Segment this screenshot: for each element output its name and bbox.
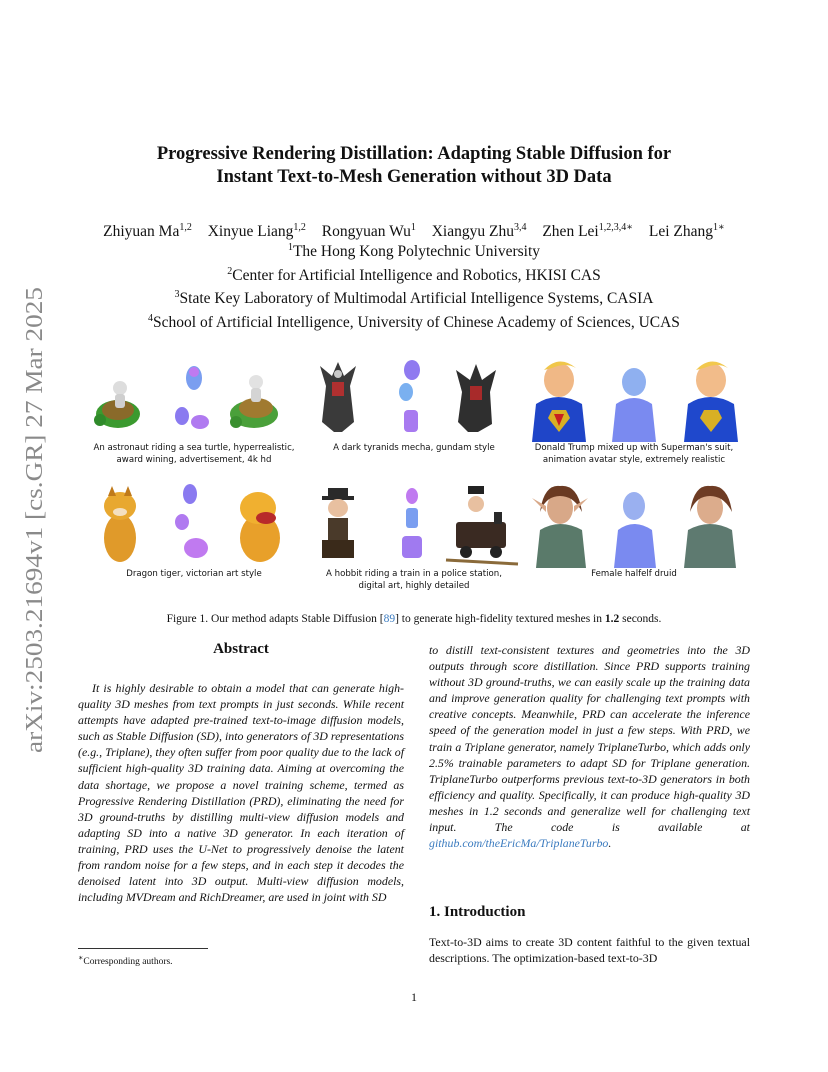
panel-caption: An astronaut riding a sea turtle, hyperrealistic, award wining, advertisement, 4k hd	[93, 443, 295, 465]
superman-avatar-renders	[526, 352, 742, 442]
author: Rongyuan Wu$^1$	[321, 222, 416, 241]
figure-panel-tyranids-mecha	[306, 352, 522, 476]
affiliation: $^1$The Hong Kong Polytechnic University	[287, 242, 541, 261]
affiliation: $^2$Center for Artificial Intelligence and Robotics, HKISI CAS	[227, 265, 601, 284]
figure-caption: Figure 1. Our method adapts Stable Diffusion [89] to generate high-fidelity textured meshes in 1.2 seconds.	[166, 613, 662, 625]
astronaut-turtle-renders	[86, 352, 302, 442]
panel-caption: Dragon tiger, victorian art style	[126, 569, 262, 579]
tyranids-mecha-renders	[306, 352, 522, 442]
footnote: ∗Corresponding authors.	[78, 953, 173, 968]
abstract-heading: Abstract	[213, 641, 269, 657]
introduction-heading: 1. Introduction	[429, 904, 526, 920]
halfelf-druid-renders	[526, 478, 742, 568]
figure-panel-halfelf-druid	[526, 478, 742, 602]
title-line-2: Instant Text-to-Mesh Generation without 3D Data	[216, 167, 612, 187]
citation-link[interactable]: 89	[383, 613, 396, 625]
author: Xiangyu Zhu$^{3,4}$	[431, 222, 527, 241]
affiliation-list	[0, 238, 828, 333]
abstract-continued: to distill text-consistent textures and geometries into the 3D outputs through score distillation. Since PRD supports training without 3D ground-truths, we can easily scale up the training data and improve generation quality for challenging text prompts with creative concepts. Meanwhile, PRD can accelerate the inference speed of the generation model in just a few steps. With PRD, we train a Triplane generator, namely TriplaneTurbo, which adds only 2.5% trainable parameters to adapt SD for Triplane generation. TriplaneTurbo outperforms previous text-to-3D generators in both efficiency and quality. Specifically, it can produce high-quality 3D meshes in 1.2 seconds and generalize well for challenging text input. The code is available at github.com/theEricMa/TriplaneTurbo.	[429, 643, 750, 851]
paper-title	[0, 143, 828, 189]
affiliation: $^3$State Key Laboratory of Multimodal Artificial Intelligence Systems, CASIA	[174, 289, 654, 308]
affiliation: $^4$School of Artificial Intelligence, University of Chinese Academy of Sciences, UCAS	[148, 312, 680, 332]
panel-caption: A hobbit riding a train in a police station, digital art, highly detailed	[326, 569, 502, 591]
author: Xinyue Liang$^{1,2}$	[207, 222, 306, 241]
panel-caption: A dark tyranids mecha, gundam style	[333, 443, 495, 453]
panel-caption: Female halfelf druid	[591, 569, 677, 579]
figure-panel-dragon-tiger	[86, 478, 302, 602]
author: Zhen Lei$^{1,2,3,4∗}$	[542, 222, 634, 241]
abstract-text: It is highly desirable to obtain a model that can generate high-quality 3D meshes from text prompts in just seconds. While recent attempts have adapted pre-trained text-to-image diffusion models, such as Stable Diffusion (SD), into generators of 3D representations (e.g., Triplane), they often suffer from poor quality due to the lack of sufficient high-quality 3D training data. Aiming at overcoming the data shortage, we propose a novel training scheme, termed as Progressive Rendering Distillation (PRD), eliminating the need for 3D ground-truths by distilling multi-view diffusion models and adapting SD into a native 3D generator. In each iteration of training, PRD uses the U-Net to progressively denoise the latent from random noise for a few steps, and in each step it decodes the denoised latent into 3D output. Multi-view diffusion models, including MVDream and RichDreamer, are used in joint with SD	[78, 681, 404, 905]
figure-panel-astronaut-turtle	[86, 352, 302, 476]
author: Zhiyuan Ma$^{1,2}$	[103, 222, 192, 241]
arxiv-stamp-text: arXiv:2503.21694v1 [cs.GR] 27 Mar 2025	[21, 333, 48, 753]
hobbit-train-renders	[306, 478, 522, 568]
arxiv-stamp	[8, 285, 52, 757]
introduction-text: Text-to-3D aims to create 3D content faithful to the given textual descriptions. The optimization-based text-to-3D	[429, 935, 750, 966]
title-line-1: Progressive Rendering Distillation: Adapting Stable Diffusion for	[156, 144, 672, 164]
footnote-rule	[78, 948, 208, 949]
teaser-figure	[86, 352, 742, 602]
page-number: 1	[411, 990, 417, 1004]
dragon-tiger-renders	[86, 478, 302, 568]
code-link[interactable]: github.com/theEricMa/TriplaneTurbo	[429, 836, 609, 851]
panel-caption: Donald Trump mixed up with Superman's suit, animation avatar style, extremely realistic	[534, 443, 734, 465]
author: Lei Zhang$^{1∗}$	[648, 222, 725, 241]
figure-panel-hobbit-train	[306, 478, 522, 602]
figure-panel-superman	[526, 352, 742, 476]
